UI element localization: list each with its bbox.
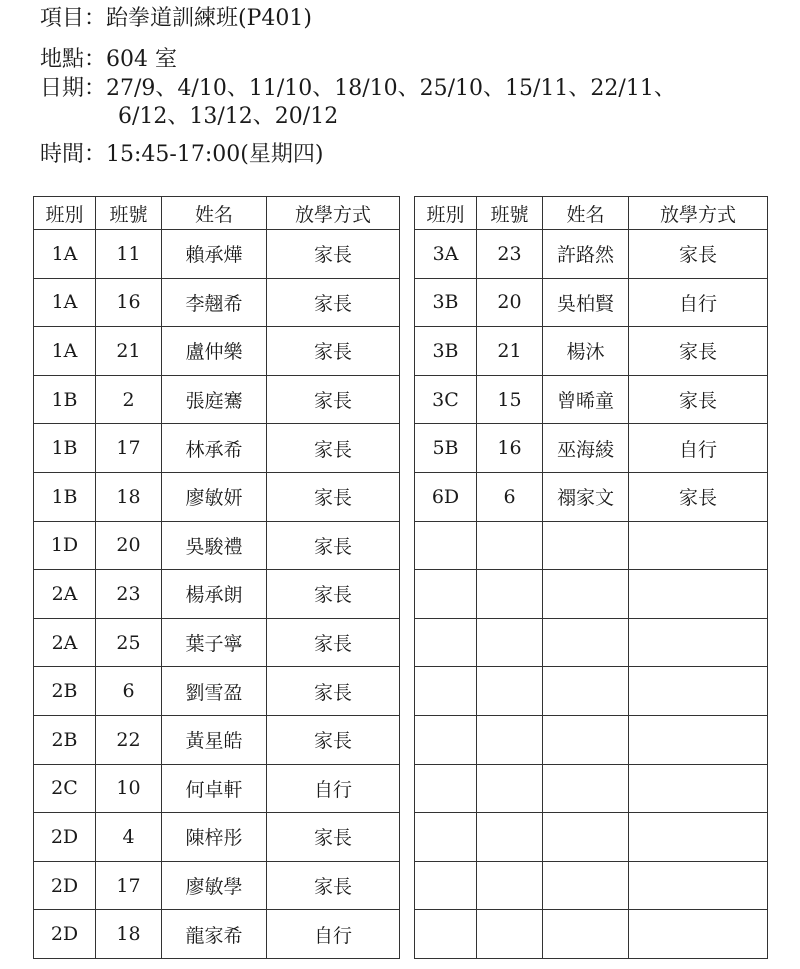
table-row — [34, 715, 400, 764]
cell-name — [543, 618, 629, 667]
cell-name — [543, 764, 629, 813]
cell-class: 3B — [415, 278, 477, 327]
table-row — [415, 472, 768, 521]
cell-number — [477, 813, 543, 862]
cell-dismissal: 家長 — [267, 813, 400, 862]
cell-class: 1A — [34, 278, 96, 327]
table-row — [34, 230, 400, 279]
cell-dismissal — [629, 667, 768, 716]
time-line — [40, 142, 323, 168]
cell-number: 23 — [477, 230, 543, 279]
table-row — [34, 327, 400, 376]
table-row — [34, 667, 400, 716]
location-label: 地點： — [40, 47, 107, 72]
cell-dismissal: 自行 — [267, 764, 400, 813]
cell-number — [477, 618, 543, 667]
table-row — [34, 618, 400, 667]
cell-class — [415, 570, 477, 619]
cell-class: 2B — [34, 667, 96, 716]
cell-class — [415, 910, 477, 959]
cell-name: 楊承朗 — [162, 570, 267, 619]
table-row — [34, 861, 400, 910]
cell-name: 許路然 — [543, 230, 629, 279]
cell-number: 21 — [477, 327, 543, 376]
cell-dismissal — [629, 764, 768, 813]
table-row — [34, 375, 400, 424]
cell-dismissal: 家長 — [629, 375, 768, 424]
dates-value-line1: 27/9、4/10、11/10、18/10、25/10、15/11、22/11、 — [106, 76, 676, 101]
col-header-class: 班別 — [415, 197, 477, 230]
cell-name — [543, 570, 629, 619]
table-row — [415, 521, 768, 570]
table-row — [34, 472, 400, 521]
cell-name: 吳柏賢 — [543, 278, 629, 327]
cell-class: 2A — [34, 570, 96, 619]
cell-class: 1B — [34, 375, 96, 424]
cell-name: 廖敏妍 — [162, 472, 267, 521]
dates-line — [40, 76, 676, 102]
table-header-row — [34, 197, 400, 230]
cell-number: 2 — [96, 375, 162, 424]
cell-dismissal — [629, 715, 768, 764]
cell-name — [543, 521, 629, 570]
student-table-right — [414, 196, 768, 959]
cell-name: 葉子寧 — [162, 618, 267, 667]
col-header-number: 班號 — [96, 197, 162, 230]
cell-name: 楊沐 — [543, 327, 629, 376]
cell-class — [415, 715, 477, 764]
cell-name — [543, 813, 629, 862]
cell-number: 16 — [96, 278, 162, 327]
cell-name: 劉雪盈 — [162, 667, 267, 716]
table-row — [415, 424, 768, 473]
cell-class: 3C — [415, 375, 477, 424]
cell-class: 1A — [34, 230, 96, 279]
cell-name: 龍家希 — [162, 910, 267, 959]
cell-dismissal: 家長 — [267, 521, 400, 570]
project-line — [40, 6, 312, 32]
table-row — [415, 861, 768, 910]
cell-dismissal: 家長 — [629, 472, 768, 521]
cell-number: 6 — [96, 667, 162, 716]
dates-value-line2: 6/12、13/12、20/12 — [118, 104, 339, 129]
cell-number: 17 — [96, 424, 162, 473]
table-row — [34, 764, 400, 813]
cell-name: 曾晞童 — [543, 375, 629, 424]
cell-class: 6D — [415, 472, 477, 521]
cell-number: 23 — [96, 570, 162, 619]
cell-name: 賴承燁 — [162, 230, 267, 279]
col-header-dismissal: 放學方式 — [267, 197, 400, 230]
cell-number — [477, 570, 543, 619]
table-row — [415, 230, 768, 279]
cell-number — [477, 715, 543, 764]
cell-dismissal — [629, 813, 768, 862]
cell-number — [477, 861, 543, 910]
cell-dismissal: 自行 — [629, 424, 768, 473]
cell-name: 陳梓彤 — [162, 813, 267, 862]
table-row — [415, 618, 768, 667]
cell-class: 5B — [415, 424, 477, 473]
cell-number: 11 — [96, 230, 162, 279]
col-header-name: 姓名 — [543, 197, 629, 230]
cell-class — [415, 764, 477, 813]
cell-number: 4 — [96, 813, 162, 862]
cell-dismissal: 家長 — [629, 327, 768, 376]
cell-number: 20 — [477, 278, 543, 327]
dates-label: 日期： — [40, 76, 107, 101]
cell-class: 2C — [34, 764, 96, 813]
cell-class — [415, 667, 477, 716]
cell-number: 16 — [477, 424, 543, 473]
col-header-number: 班號 — [477, 197, 543, 230]
cell-dismissal: 家長 — [267, 375, 400, 424]
location-value: 604 室 — [106, 47, 178, 72]
dates-line-2 — [118, 104, 338, 130]
cell-dismissal: 自行 — [267, 910, 400, 959]
student-table-left — [33, 196, 400, 959]
cell-dismissal — [629, 521, 768, 570]
table-row — [415, 715, 768, 764]
table-row — [415, 667, 768, 716]
cell-class — [415, 861, 477, 910]
cell-class: 2B — [34, 715, 96, 764]
cell-name — [543, 910, 629, 959]
cell-name: 盧仲樂 — [162, 327, 267, 376]
cell-class: 1B — [34, 424, 96, 473]
cell-number: 18 — [96, 910, 162, 959]
cell-dismissal: 家長 — [267, 327, 400, 376]
cell-name — [543, 715, 629, 764]
cell-name: 禤家文 — [543, 472, 629, 521]
table-row — [415, 813, 768, 862]
cell-name: 張庭騫 — [162, 375, 267, 424]
col-header-name: 姓名 — [162, 197, 267, 230]
cell-class — [415, 521, 477, 570]
cell-name: 吳駿禮 — [162, 521, 267, 570]
cell-name: 林承希 — [162, 424, 267, 473]
cell-number: 18 — [96, 472, 162, 521]
cell-number: 21 — [96, 327, 162, 376]
table-row — [415, 570, 768, 619]
cell-number — [477, 667, 543, 716]
table-row — [415, 910, 768, 959]
cell-number — [477, 764, 543, 813]
cell-class: 1A — [34, 327, 96, 376]
cell-dismissal: 家長 — [267, 667, 400, 716]
cell-class: 2D — [34, 813, 96, 862]
cell-dismissal: 家長 — [267, 715, 400, 764]
cell-class: 3A — [415, 230, 477, 279]
cell-dismissal: 家長 — [629, 230, 768, 279]
project-label: 項目： — [40, 6, 107, 31]
cell-class: 3B — [415, 327, 477, 376]
cell-number: 25 — [96, 618, 162, 667]
cell-number — [477, 910, 543, 959]
cell-dismissal — [629, 861, 768, 910]
table-row — [34, 521, 400, 570]
table-row — [415, 375, 768, 424]
cell-dismissal: 家長 — [267, 861, 400, 910]
table-row — [34, 424, 400, 473]
table-header-row — [415, 197, 768, 230]
cell-name: 巫海綾 — [543, 424, 629, 473]
cell-dismissal: 家長 — [267, 618, 400, 667]
table-row — [34, 570, 400, 619]
cell-dismissal: 家長 — [267, 570, 400, 619]
cell-class — [415, 618, 477, 667]
table-row — [415, 278, 768, 327]
cell-dismissal: 家長 — [267, 472, 400, 521]
cell-number: 10 — [96, 764, 162, 813]
project-value: 跆拳道訓練班(P401) — [106, 6, 312, 31]
cell-name: 李翹希 — [162, 278, 267, 327]
cell-class: 1D — [34, 521, 96, 570]
cell-class: 2D — [34, 861, 96, 910]
cell-number — [477, 521, 543, 570]
cell-dismissal: 家長 — [267, 278, 400, 327]
cell-dismissal: 自行 — [629, 278, 768, 327]
cell-number: 15 — [477, 375, 543, 424]
cell-name: 何卓軒 — [162, 764, 267, 813]
table-row — [415, 764, 768, 813]
cell-dismissal: 家長 — [267, 424, 400, 473]
location-line — [40, 47, 177, 73]
cell-class: 2A — [34, 618, 96, 667]
cell-class: 1B — [34, 472, 96, 521]
cell-name: 黃星皓 — [162, 715, 267, 764]
table-row — [415, 327, 768, 376]
cell-number: 22 — [96, 715, 162, 764]
cell-name: 廖敏學 — [162, 861, 267, 910]
cell-name — [543, 667, 629, 716]
cell-number: 20 — [96, 521, 162, 570]
cell-dismissal — [629, 910, 768, 959]
col-header-dismissal: 放學方式 — [629, 197, 768, 230]
cell-dismissal: 家長 — [267, 230, 400, 279]
cell-class: 2D — [34, 910, 96, 959]
time-label: 時間： — [40, 142, 107, 167]
cell-dismissal — [629, 570, 768, 619]
cell-dismissal — [629, 618, 768, 667]
table-row — [34, 278, 400, 327]
cell-class — [415, 813, 477, 862]
col-header-class: 班別 — [34, 197, 96, 230]
cell-number: 6 — [477, 472, 543, 521]
time-value: 15:45-17:00(星期四) — [106, 142, 324, 167]
table-row — [34, 813, 400, 862]
cell-number: 17 — [96, 861, 162, 910]
cell-name — [543, 861, 629, 910]
table-row — [34, 910, 400, 959]
